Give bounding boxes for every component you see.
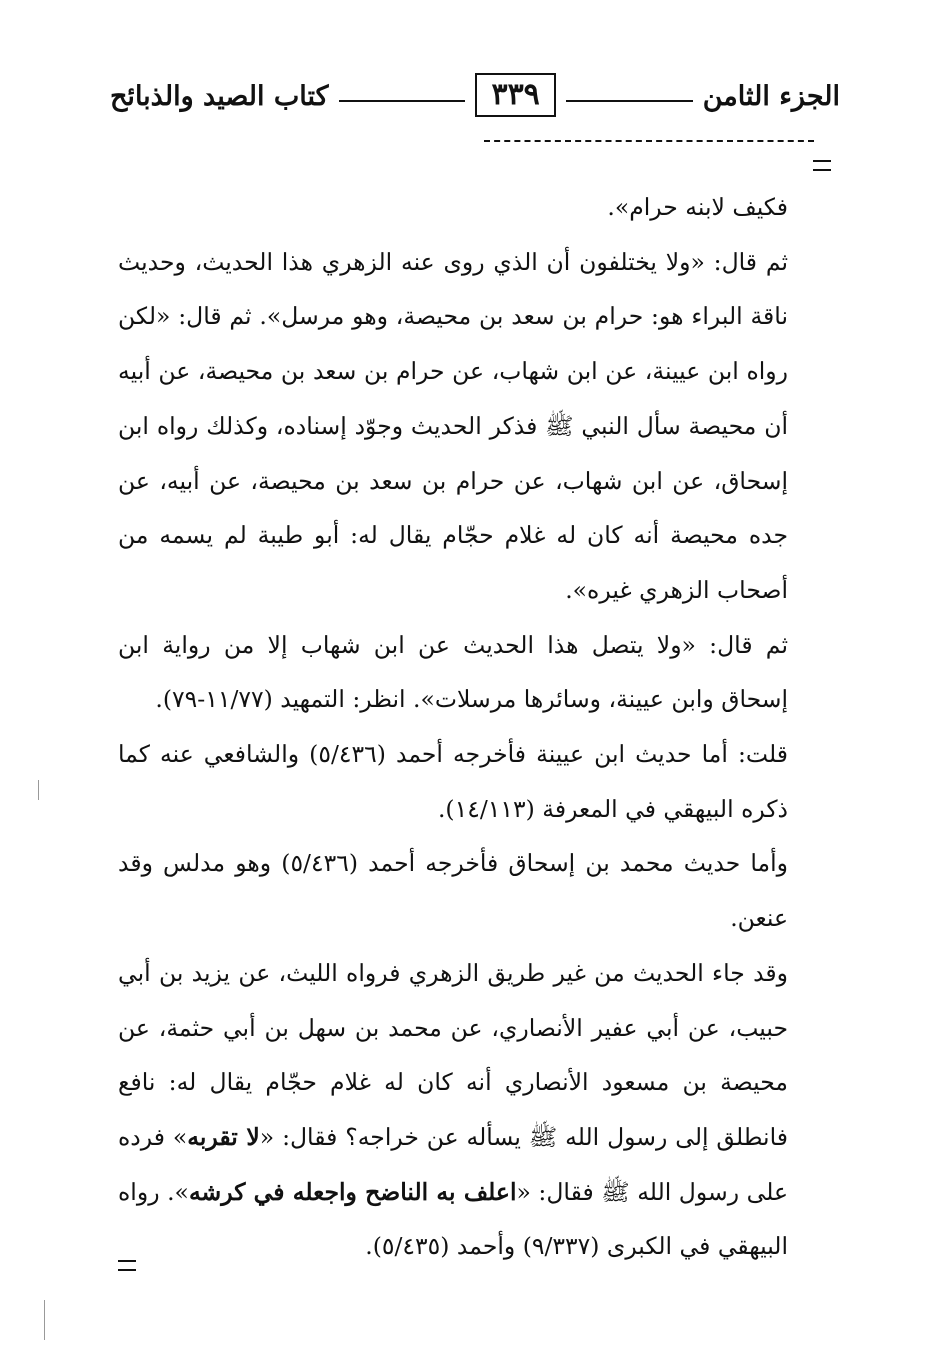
text-segment: » فرده على رسول الله ﷺ فقال: « — [118, 1122, 788, 1206]
text-segment: ». رواه البيهقي في الكبرى (٩/٣٣٧) وأحمد (٥/٤٣٥). — [118, 1177, 788, 1261]
volume-label: الجزء الثامن — [702, 80, 840, 112]
book-title: كتاب الصيد والذبائح — [110, 80, 329, 112]
paragraph: ثم قال: «ولا يتصل هذا الحديث عن ابن شهاب إلا من رواية ابن إسحاق وابن عيينة، وسائرها مرسلات». انظر: التمهيد (١١/٧٧-٧٩). — [118, 630, 788, 714]
footnote-separator — [484, 140, 814, 142]
paragraph — [118, 946, 788, 1274]
bottom-double-mark — [118, 1260, 136, 1271]
text-segment: وقد جاء الحديث من غير طريق الزهري فرواه الليث، عن يزيد بن أبي حبيب، عن أبي عفير الأنصاري، عن محمد بن سهل بن أبي حثمة، عن محيصة بن مسعود الأنصاري أنه كان له غلام حجّام يقال له: نافع فانطلق إلى رسول الله ﷺ يسأله عن خراجه؟ فقال: « — [118, 958, 788, 1151]
header-rule-right — [566, 100, 693, 102]
prophetic-quote: لا تقربه — [187, 1122, 260, 1151]
page-number: ٣٣٩ — [475, 73, 555, 117]
footnote-text — [118, 180, 788, 1274]
paragraph: قلت: أما حديث ابن عيينة فأخرجه أحمد (٥/٤٣٦) والشافعي عنه كما ذكره البيهقي في المعرفة (١٤/١١٣). — [118, 740, 788, 823]
paragraph: ثم قال: «ولا يختلفون أن الذي روى عنه الزهري هذا الحديث، وحديث ناقة البراء هو: حرام بن سعد بن محيصة، وهو مرسل». ثم قال: «لكن رواه ابن عيينة، عن ابن شهاب، عن حرام بن سعد بن محيصة، عن أبيه أن محيصة سأل النبي ﷺ فذكر الحديث وجوّد إسناده، وكذلك رواه ابن إسحاق، عن ابن شهاب، عن حرام بن سعد بن محيصة، عن أبيه، عن جده محيصة أنه كان له غلام حجّام يقال له: أبو طيبة لم يسمه من أصحاب الزهري غيره». — [118, 247, 788, 604]
paragraph: فكيف لابنه حرام». — [607, 193, 788, 221]
header-rule-left — [339, 100, 466, 102]
running-header — [110, 72, 840, 120]
top-double-mark — [813, 160, 831, 171]
paragraph: وأما حديث محمد بن إسحاق فأخرجه أحمد (٥/٤٣٦) وهو مدلس وقد عنعن. — [118, 849, 788, 933]
scan-mark — [44, 1300, 45, 1340]
prophetic-quote: اعلف به الناضح واجعله في كرشه — [188, 1177, 517, 1206]
scan-mark — [38, 780, 39, 800]
